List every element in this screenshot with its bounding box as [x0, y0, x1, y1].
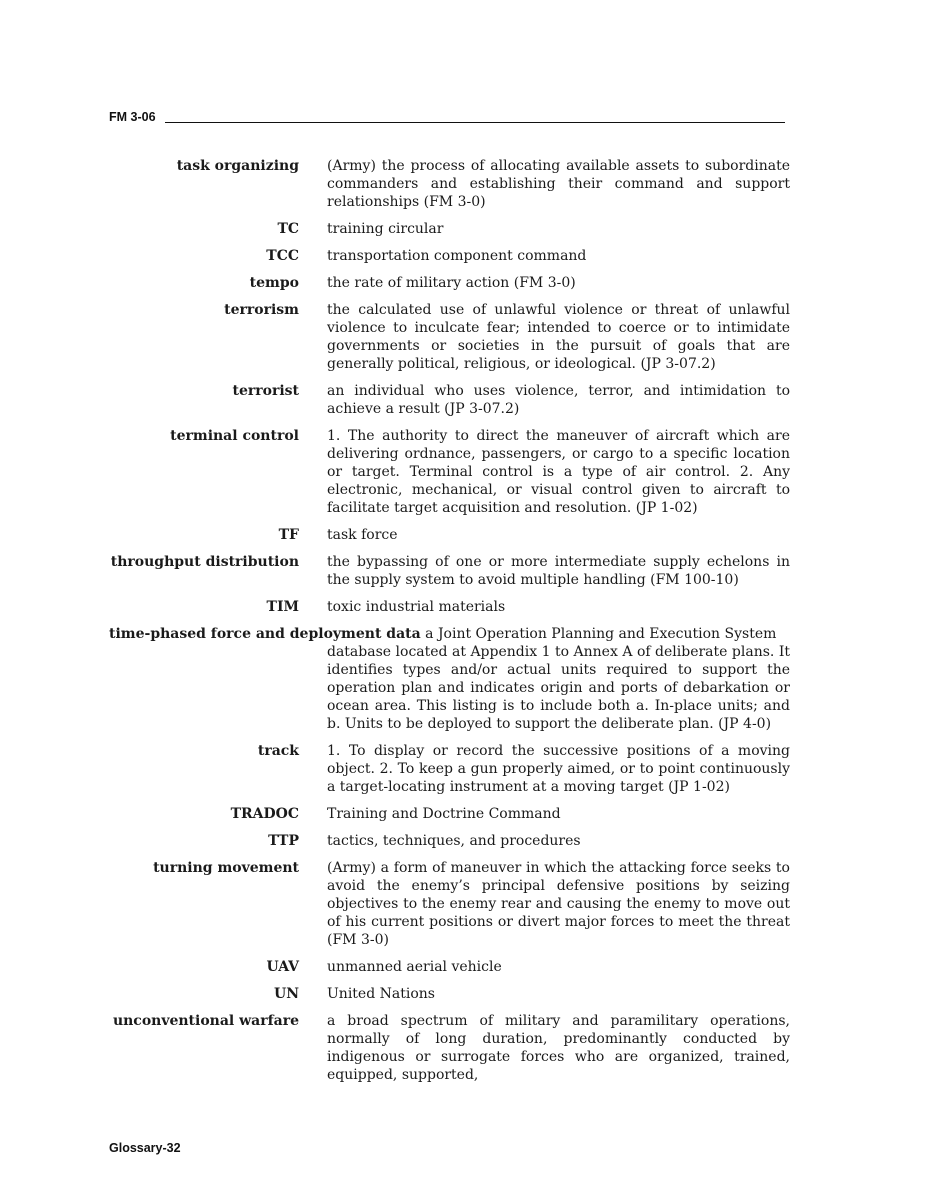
- document-id: FM 3-06: [109, 110, 156, 124]
- glossary-entry: [0, 220, 926, 238]
- glossary-entry: [0, 958, 926, 976]
- glossary-term: tempo: [249, 275, 299, 291]
- glossary-entry: [0, 274, 926, 292]
- glossary-entry: [0, 625, 926, 733]
- glossary-definition: (Army) a form of maneuver in which the attacking force seeks to avoid the enemy’s principal defensive positions by seizing objectives to the enemy rear and causing the enemy to move out of his current positions or divert major forces to meet the threat (FM 3-0): [327, 860, 790, 948]
- glossary-entry: [0, 301, 926, 373]
- glossary-definition: transportation component command: [327, 248, 587, 264]
- glossary-term: TCC: [266, 248, 299, 264]
- glossary-entry: [0, 427, 926, 517]
- glossary-definition: tactics, techniques, and procedures: [327, 833, 581, 849]
- glossary-entry: [0, 247, 926, 265]
- glossary-definition: the bypassing of one or more intermediate supply echelons in the supply system to avoid multiple handling (FM 100-10): [327, 554, 790, 588]
- glossary-definition: (Army) the process of allocating available assets to subordinate commanders and establishing their command and support relationships (FM 3-0): [327, 158, 790, 210]
- glossary-term: TF: [278, 527, 299, 543]
- glossary-definition: Training and Doctrine Command: [327, 806, 561, 822]
- glossary-wide-entry: [109, 625, 790, 733]
- glossary-entry: [0, 805, 926, 823]
- glossary-entry: [0, 859, 926, 949]
- glossary-definition: 1. The authority to direct the maneuver of aircraft which are delivering ordnance, passengers, or cargo to a specific location or target. Terminal control is a type of air control. 2. Any electronic, mechanical, or visual control given to aircraft to facilitate target acquisition and resolution. (JP 1-02): [327, 428, 790, 516]
- glossary-term: TC: [277, 221, 299, 237]
- glossary-definition: unmanned aerial vehicle: [327, 959, 502, 975]
- glossary-entry: [0, 832, 926, 850]
- glossary-entry: [0, 553, 926, 589]
- glossary-entry: [0, 1012, 926, 1084]
- glossary-entry: [0, 382, 926, 418]
- glossary-definition: 1. To display or record the successive positions of a moving object. 2. To keep a gun properly aimed, or to point continuously a target-locating instrument at a moving target (JP 1-02): [327, 743, 790, 795]
- glossary-term: track: [257, 743, 299, 759]
- glossary-definition: United Nations: [327, 986, 435, 1002]
- glossary-term: UN: [273, 986, 299, 1002]
- glossary-entry: [0, 526, 926, 544]
- glossary-definition: the rate of military action (FM 3-0): [327, 275, 576, 291]
- glossary-list: [0, 157, 926, 1093]
- glossary-term: time-phased force and deployment data: [109, 626, 421, 642]
- glossary-entry: [0, 742, 926, 796]
- header-rule: [165, 122, 785, 123]
- glossary-term: unconventional warfare: [112, 1013, 299, 1029]
- glossary-term: TRADOC: [230, 806, 299, 822]
- glossary-definition: database located at Appendix 1 to Annex A of deliberate plans. It identifies types and/or actual units required to support the operation plan and indicates origin and ports of debarkation or ocean area. This listing is to include both a. In-place units; and b. Units to be deployed to support the deliberate plan. (JP 4-0): [327, 644, 790, 732]
- glossary-definition: the calculated use of unlawful violence or threat of unlawful violence to inculcate fear; intended to coerce or to intimidate governments or societies in the pursuit of goals that are generally political, religious, or ideological. (JP 3-07.2): [327, 302, 790, 372]
- glossary-definition: an individual who uses violence, terror, and intimidation to achieve a result (JP 3-07.2): [327, 383, 790, 417]
- glossary-definition: a broad spectrum of military and paramilitary operations, normally of long duration, predominantly conducted by indigenous or surrogate forces who are organized, trained, equipped, supported,: [327, 1013, 790, 1083]
- glossary-entry: [0, 598, 926, 616]
- glossary-definition: training circular: [327, 221, 444, 237]
- glossary-term: terrorist: [232, 383, 299, 399]
- glossary-entry: [0, 157, 926, 211]
- glossary-term: throughput distribution: [110, 554, 299, 570]
- glossary-definition: toxic industrial materials: [327, 599, 506, 615]
- glossary-term: turning movement: [153, 860, 299, 876]
- glossary-term: TIM: [266, 599, 299, 615]
- glossary-definition: task force: [327, 527, 398, 543]
- glossary-term: terminal control: [170, 428, 299, 444]
- glossary-term: task organizing: [176, 158, 299, 174]
- glossary-term: TTP: [268, 833, 299, 849]
- glossary-term: UAV: [266, 959, 299, 975]
- glossary-term: terrorism: [224, 302, 299, 318]
- glossary-definition-first-line: a Joint Operation Planning and Execution System: [425, 626, 777, 642]
- page-number: Glossary-32: [109, 1141, 181, 1155]
- glossary-entry: [0, 985, 926, 1003]
